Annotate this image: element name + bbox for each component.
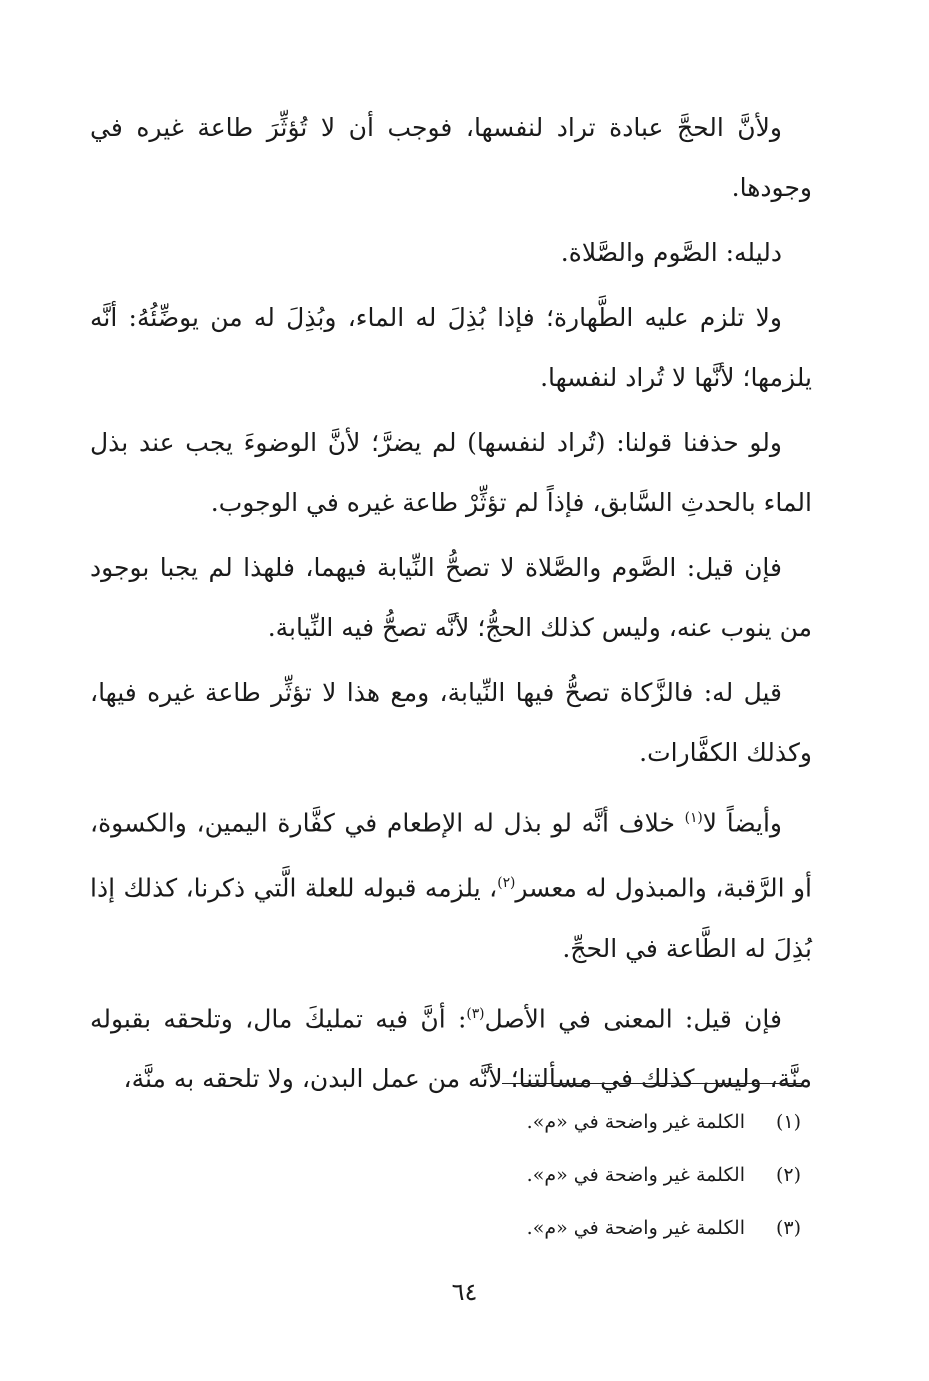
paragraph-4: ولو حذفنا قولنا: (تُراد لنفسها) لم يضرَّ؛ لأنَّ الوضوءَ يجب عند بذل الماء بالحدثِ السَّابق، فإذاً لم تؤثِّرْ طاعة غيره في الوجوب. (90, 428, 812, 517)
footnote-text: الكلمة غير واضحة في «م». (526, 1217, 745, 1239)
footnote-1 (381, 1096, 801, 1149)
main-text (90, 98, 812, 1114)
footnotes (381, 1096, 801, 1255)
paragraph-7-part-2: خلاف أنَّه لو بذل له الإطعام في كفَّارة اليمين، والكسوة، أو الرَّقبة، والمبذول له معسر (90, 808, 812, 903)
footnote-number: (٣) (775, 1217, 801, 1239)
paragraph-8-part-2: : أنَّ فيه تمليكَ مال، وتلحقه بقبوله منَّة، وليس كذلك في مسألتنا؛ لأنَّه من عمل البدن، ولا تلحقه به منَّة، (90, 1003, 812, 1093)
footnote-number: (٢) (775, 1164, 801, 1186)
footnote-ref-2: (٢) (497, 875, 516, 892)
footnote-number: (١) (775, 1111, 801, 1133)
paragraph-8-part-1: فإن قيل: المعنى في الأصل (484, 1003, 782, 1033)
paragraph-6: قيل له: فالزَّكاة تصحُّ فيها النِّيابة، ومع هذا لا تؤثِّر طاعة غيره فيها، وكذلك الكفَّارات. (90, 678, 812, 767)
footnote-2 (381, 1149, 801, 1202)
footnote-3 (381, 1202, 801, 1255)
paragraph-3: ولا تلزم عليه الطَّهارة؛ فإذا بُذِلَ له الماء، وبُذِلَ له من يوضِّئُهُ: أنَّه يلزمها؛ لأنَّها لا تُراد لنفسها. (90, 303, 812, 392)
footnote-ref-1: (١) (684, 810, 703, 826)
footnote-text: الكلمة غير واضحة في «م». (526, 1111, 745, 1133)
footnote-divider (502, 1083, 802, 1084)
footnote-text: الكلمة غير واضحة في «م». (526, 1164, 745, 1186)
footnote-ref-3: (٣) (466, 1005, 485, 1022)
page-number: ٦٤ (451, 1278, 478, 1306)
paragraph-7-part-1: وأيضاً لا (702, 808, 782, 838)
paragraph-2: دليله: الصَّوم والصَّلاة. (560, 238, 782, 267)
paragraph-1: ولأنَّ الحجَّ عبادة تراد لنفسها، فوجب أن لا تُؤثِّرَ طاعة غيره في وجودها. (90, 113, 812, 202)
paragraph-7-part-3: ، يلزمه قبوله للعلة الَّتي ذكرنا، كذلك إذا بُذِلَ له الطَّاعة في الحجِّ. (90, 873, 812, 963)
paragraph-8 (90, 984, 812, 1109)
paragraph-5: فإن قيل: الصَّوم والصَّلاة لا تصحُّ النِّيابة فيهما، فلهذا لم يجبا بوجود من ينوب عنه، وليس كذلك الحجُّ؛ لأنَّه تصحُّ فيه النِّيابة. (90, 553, 812, 642)
paragraph-7 (90, 788, 812, 979)
